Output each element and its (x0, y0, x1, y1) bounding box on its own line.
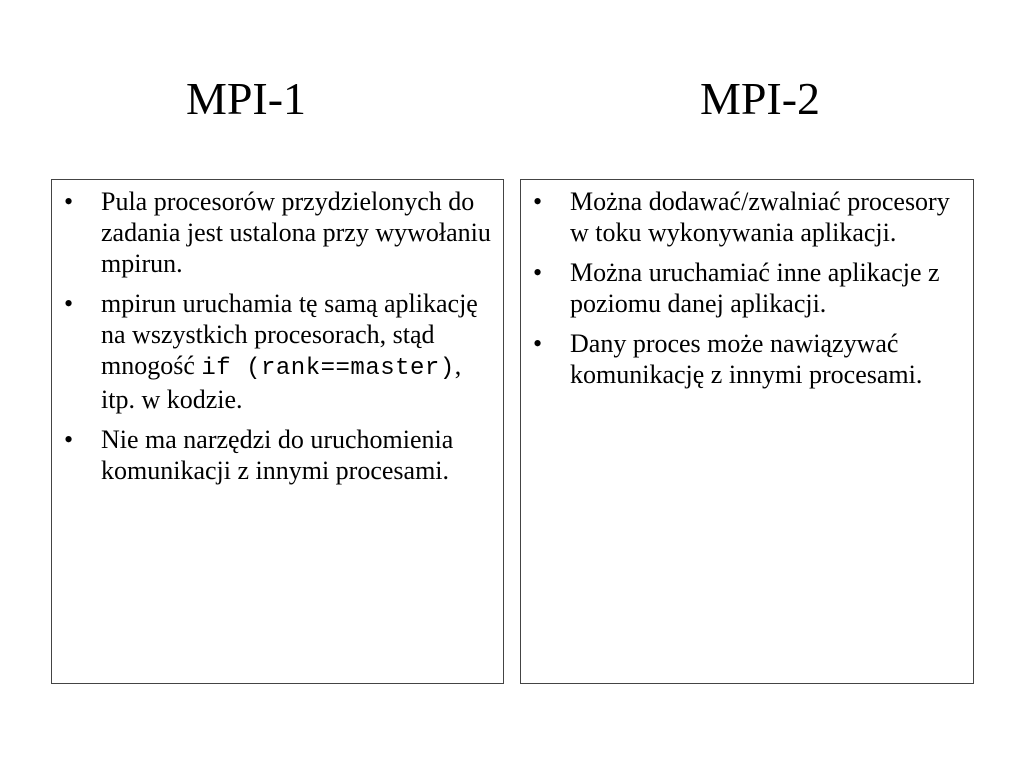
bullet-text: Pula procesorów przydzielonych do zadania jest ustalona przy wywołaniu mpirun. (101, 187, 491, 278)
bullet-icon: • (533, 329, 543, 358)
mpi-2-bullet-list (521, 180, 973, 390)
bullet-text: Można dodawać/zwalniać procesory w toku wykonywania aplikacji. (570, 187, 950, 247)
list-item (52, 186, 495, 279)
mpi-1-bullet-list (52, 180, 503, 486)
bullet-icon: • (64, 425, 74, 454)
bullet-text: mpirun uruchamia tę samą aplikację na wszystkich procesorach, stąd mnogość (101, 289, 478, 380)
bullet-icon: • (64, 187, 74, 216)
mpi-2-heading: MPI-2 (699, 73, 821, 124)
mpi-2-panel (520, 179, 974, 684)
mpi-1-heading: MPI-1 (185, 73, 307, 124)
bullet-icon: • (533, 187, 543, 216)
bullet-text: Nie ma narzędzi do uruchomienia komunikacji z innymi procesami. (101, 425, 454, 485)
list-item (52, 424, 495, 486)
bullet-text: Dany proces może nawiązywać komunikację z innymi procesami. (570, 329, 923, 389)
list-item (521, 328, 965, 390)
bullet-text: Można uruchamiać inne aplikacje z poziomu danej aplikacji. (570, 258, 940, 318)
bullet-icon: • (64, 289, 74, 318)
bullet-text-tail: , itp. w kodzie. (101, 351, 462, 414)
code-snippet: if (rank==master) (201, 355, 455, 382)
list-item (52, 288, 495, 415)
list-item (521, 257, 965, 319)
mpi-1-panel (51, 179, 504, 684)
list-item (521, 186, 965, 248)
bullet-icon: • (533, 258, 543, 287)
